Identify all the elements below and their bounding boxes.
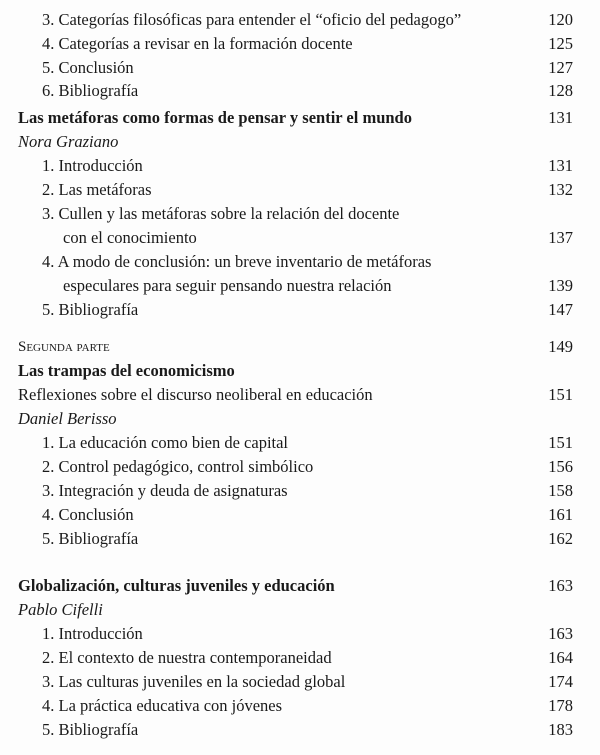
toc-entry[interactable] bbox=[0, 32, 600, 56]
entry-title: 3. Integración y deuda de asignaturas bbox=[42, 481, 288, 500]
entry-page: 137 bbox=[548, 228, 573, 247]
entry-title: 1. Introducción bbox=[42, 156, 143, 175]
entry-page: 128 bbox=[548, 81, 573, 100]
toc-entry[interactable] bbox=[0, 202, 600, 226]
entry-page: 183 bbox=[548, 720, 573, 739]
toc-entry[interactable] bbox=[0, 298, 600, 322]
entry-page: 147 bbox=[548, 300, 573, 319]
chapter-author bbox=[0, 407, 600, 431]
chapter-heading[interactable] bbox=[0, 106, 600, 130]
entry-page: 151 bbox=[548, 433, 573, 452]
entry-page: 127 bbox=[548, 58, 573, 77]
toc-entry[interactable] bbox=[0, 8, 600, 32]
author-name: Pablo Cifelli bbox=[18, 600, 103, 619]
entry-page: 163 bbox=[548, 576, 573, 595]
toc-entry[interactable] bbox=[0, 455, 600, 479]
entry-title: 5. Bibliografía bbox=[42, 529, 139, 548]
entry-title: 5. Bibliografía bbox=[42, 720, 139, 739]
entry-title: 5. Bibliografía bbox=[42, 300, 139, 319]
toc-entry[interactable] bbox=[0, 154, 600, 178]
entry-page: 149 bbox=[548, 337, 573, 356]
entry-page: 178 bbox=[548, 696, 573, 715]
entry-title: 3. Cullen y las metáforas sobre la relación del docente bbox=[42, 204, 400, 223]
toc-entry[interactable] bbox=[0, 622, 600, 646]
chapter-title: Las trampas del economicismo bbox=[18, 361, 235, 380]
chapter-heading[interactable] bbox=[0, 359, 600, 383]
toc-entry[interactable] bbox=[0, 431, 600, 455]
entry-title: especulares para seguir pensando nuestra relación bbox=[63, 276, 392, 295]
chapter-subtitle-text: Reflexiones sobre el discurso neoliberal en educación bbox=[18, 385, 373, 404]
entry-title: 2. Las metáforas bbox=[42, 180, 152, 199]
author-name: Daniel Berisso bbox=[18, 409, 117, 428]
author-name: Nora Graziano bbox=[18, 132, 119, 151]
part-heading[interactable] bbox=[0, 335, 600, 359]
entry-title: 3. Categorías filosóficas para entender el “oficio del pedagogo” bbox=[42, 10, 462, 29]
toc-entry[interactable] bbox=[0, 479, 600, 503]
entry-title: 5. Conclusión bbox=[42, 58, 134, 77]
entry-page: 125 bbox=[548, 34, 573, 53]
entry-page: 151 bbox=[548, 385, 573, 404]
toc-entry[interactable] bbox=[0, 527, 600, 551]
toc-entry[interactable] bbox=[0, 670, 600, 694]
toc-entry-continuation[interactable] bbox=[0, 274, 600, 298]
entry-page: 164 bbox=[548, 648, 573, 667]
entry-title: 2. Control pedagógico, control simbólico bbox=[42, 457, 314, 476]
entry-page: 131 bbox=[548, 108, 573, 127]
entry-title: 4. Conclusión bbox=[42, 505, 134, 524]
entry-page: 158 bbox=[548, 481, 573, 500]
toc-entry[interactable] bbox=[0, 56, 600, 80]
toc-entry[interactable] bbox=[0, 646, 600, 670]
toc-entry[interactable] bbox=[0, 718, 600, 742]
chapter-author bbox=[0, 598, 600, 622]
entry-page: 162 bbox=[548, 529, 573, 548]
entry-title: 1. La educación como bien de capital bbox=[42, 433, 289, 452]
toc-entry[interactable] bbox=[0, 694, 600, 718]
toc-entry[interactable] bbox=[0, 178, 600, 202]
entry-page: 156 bbox=[548, 457, 573, 476]
entry-page: 163 bbox=[548, 624, 573, 643]
entry-page: 161 bbox=[548, 505, 573, 524]
toc-entry[interactable] bbox=[0, 250, 600, 274]
toc-entry-continuation[interactable] bbox=[0, 226, 600, 250]
entry-page: 132 bbox=[548, 180, 573, 199]
chapter-subtitle[interactable] bbox=[0, 383, 600, 407]
entry-title: 4. Categorías a revisar en la formación docente bbox=[42, 34, 353, 53]
entry-title: 6. Bibliografía bbox=[42, 81, 139, 100]
toc-entry[interactable] bbox=[0, 79, 600, 103]
chapter-title: Globalización, culturas juveniles y educación bbox=[18, 576, 335, 595]
entry-title: 2. El contexto de nuestra contemporaneidad bbox=[42, 648, 332, 667]
toc-entry[interactable] bbox=[0, 503, 600, 527]
chapter-author bbox=[0, 130, 600, 154]
entry-page: 174 bbox=[548, 672, 573, 691]
entry-title: con el conocimiento bbox=[63, 228, 197, 247]
entry-title: 4. A modo de conclusión: un breve inventario de metáforas bbox=[42, 252, 432, 271]
entry-page: 131 bbox=[548, 156, 573, 175]
entry-title: 4. La práctica educativa con jóvenes bbox=[42, 696, 283, 715]
chapter-title: Las metáforas como formas de pensar y sentir el mundo bbox=[18, 108, 412, 127]
part-title: Segunda parte bbox=[18, 339, 110, 355]
entry-title: 3. Las culturas juveniles en la sociedad global bbox=[42, 672, 346, 691]
entry-page: 120 bbox=[548, 10, 573, 29]
entry-title: 1. Introducción bbox=[42, 624, 143, 643]
entry-page: 139 bbox=[548, 276, 573, 295]
chapter-heading[interactable] bbox=[0, 574, 600, 598]
